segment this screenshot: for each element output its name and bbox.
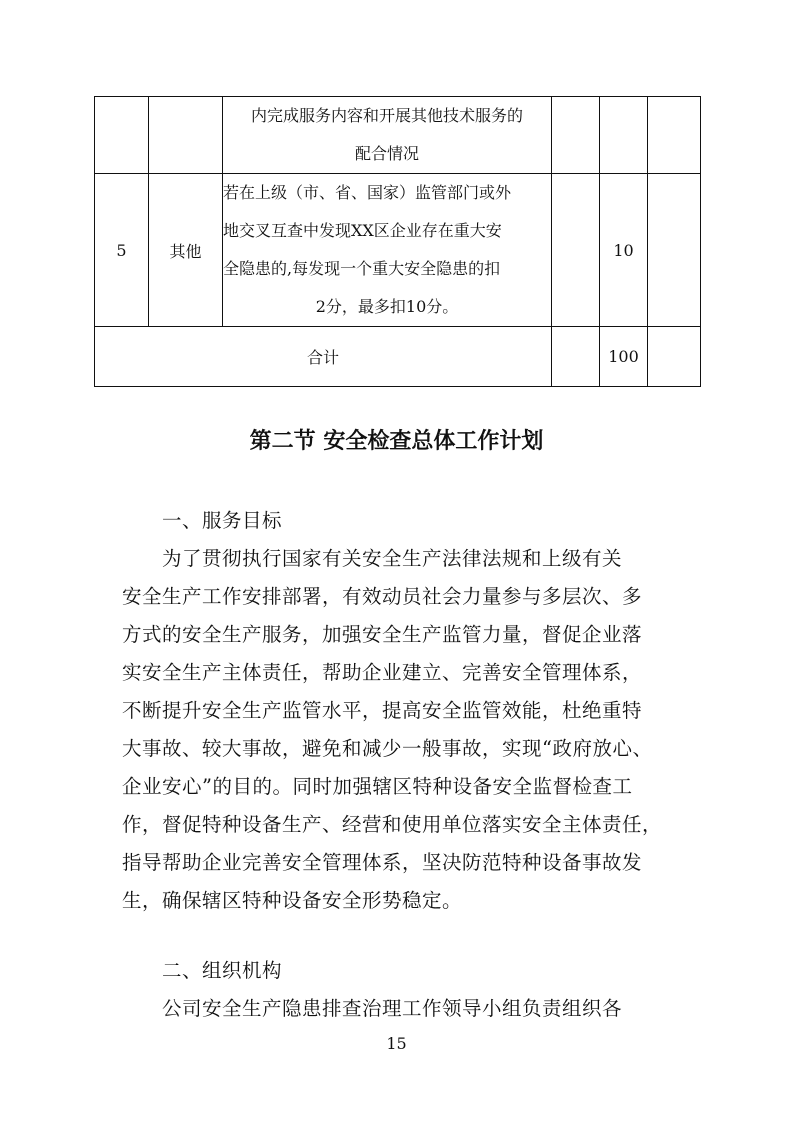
- paragraph-line: 安全生产工作安排部署，有效动员社会力量参与多层次、多: [122, 585, 643, 608]
- paragraph-line: 指导帮助企业完善安全管理体系，坚决防范特种设备事故发: [122, 851, 643, 874]
- table-row-total: [95, 327, 701, 387]
- cell-blank: [552, 327, 600, 387]
- paragraph-line: 企业安心”的目的。同时加强辖区特种设备安全监督检查工: [122, 775, 633, 798]
- table-row: [95, 97, 701, 174]
- desc-line: 若在上级（市、省、国家）监管部门或外: [223, 183, 512, 202]
- cell-score: [600, 97, 648, 174]
- cell-score: 10: [600, 174, 648, 327]
- paragraph-line: 作，督促特种设备生产、经营和使用单位落实安全主体责任，: [122, 813, 663, 836]
- cell-blank: [552, 97, 600, 174]
- desc-line: 2分，最多扣10分。: [315, 297, 459, 316]
- cell-blank: [648, 97, 701, 174]
- section-title: 第二节 安全检查总体工作计划: [249, 429, 544, 454]
- cell-blank: [648, 174, 701, 327]
- scoring-table: [94, 96, 701, 387]
- paragraph-line: 大事故、较大事故，避免和减少一般事故，实现“政府放心、: [122, 737, 653, 760]
- cell-item: 其他: [149, 174, 223, 327]
- desc-line: 配合情况: [354, 144, 419, 163]
- paragraph-line: 方式的安全生产服务，加强安全生产监管力量，督促企业落: [122, 623, 643, 646]
- cell-item: [149, 97, 223, 174]
- desc-line: 内完成服务内容和开展其他技术服务的: [250, 106, 523, 125]
- heading-organization: 二、组织机构: [162, 959, 283, 982]
- desc-line: 全隐患的,每发现一个重大安全隐患的扣: [223, 259, 501, 278]
- heading-service-goal: 一、服务目标: [162, 509, 283, 532]
- total-score: 100: [600, 327, 648, 387]
- cell-desc: [223, 97, 552, 174]
- cell-no: 5: [95, 174, 149, 327]
- cell-desc: [223, 174, 552, 327]
- paragraph-line: 为了贯彻执行国家有关安全生产法律法规和上级有关: [162, 547, 623, 570]
- paragraph-line: 公司安全生产隐患排查治理工作领导小组负责组织各: [162, 997, 623, 1020]
- cell-blank: [552, 174, 600, 327]
- paragraph-line: 实安全生产主体责任，帮助企业建立、完善安全管理体系，: [122, 661, 643, 684]
- table-row: [95, 174, 701, 327]
- total-label: 合计: [95, 327, 552, 387]
- cell-no: [95, 97, 149, 174]
- desc-line: 地交叉互查中发现XX区企业存在重大安: [223, 221, 502, 240]
- page-number: 15: [386, 1034, 407, 1053]
- cell-blank: [648, 327, 701, 387]
- paragraph-line: 不断提升安全生产监管水平，提高安全监管效能，杜绝重特: [122, 699, 643, 722]
- paragraph-line: 生，确保辖区特种设备安全形势稳定。: [122, 889, 463, 912]
